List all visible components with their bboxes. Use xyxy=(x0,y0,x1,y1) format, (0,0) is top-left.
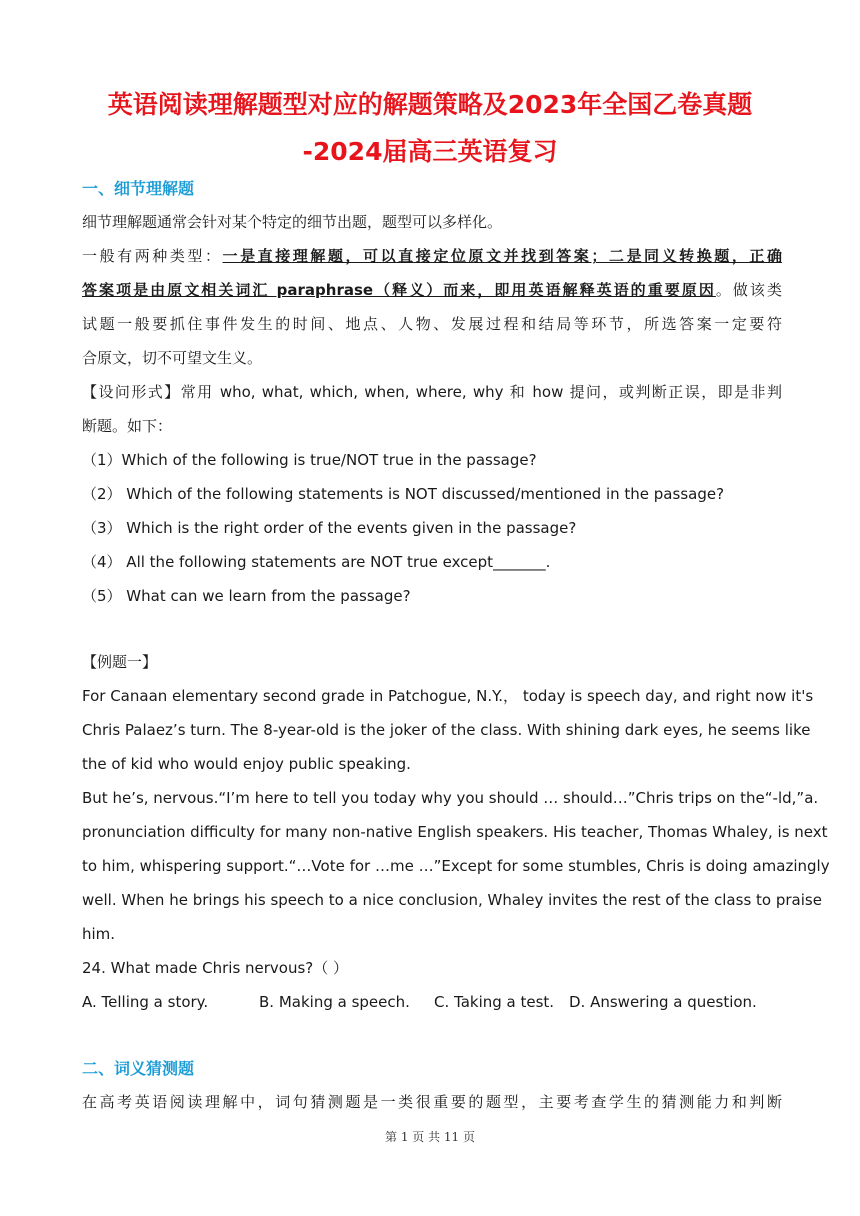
paragraph2-underlined-1: 一是直接理解题，可以直接定位原文并找到答案；二是同义转换题，正确 xyxy=(222,247,782,265)
option-d: D. Answering a question. xyxy=(569,993,757,1011)
option-b: B. Making a speech. xyxy=(259,993,410,1011)
question-forms-line2: 断题。如下： xyxy=(82,417,173,435)
example-text-line7: well. When he brings his speech to a nice conclusion, Whaley invites the rest of the class to praise xyxy=(82,891,822,909)
question-form-4: （4） All the following statements are NOT true except_______. xyxy=(82,553,551,571)
paragraph2-underlined-2: 答案项是由原文相关词汇 paraphrase（释义）而来，即用英语解释英语的重要原因 xyxy=(82,281,716,299)
page-footer: 第 1 页 共 11 页 xyxy=(385,1130,475,1144)
example-text-line2: Chris Palaez’s turn. The 8-year-old is the joker of the class. With shining dark eyes, he seems like xyxy=(82,721,811,739)
question-form-5: （5） What can we learn from the passage? xyxy=(82,587,411,605)
question-form-1: （1）Which of the following is true/NOT true in the passage? xyxy=(82,451,537,469)
document-title-line1: 英语阅读理解题型对应的解题策略及2023年全国乙卷真题 xyxy=(107,90,753,119)
example-text-line1: For Canaan elementary second grade in Patchogue, N.Y.， today is speech day, and right now it's xyxy=(82,687,814,705)
question-form-2: （2） Which of the following statements is NOT discussed/mentioned in the passage? xyxy=(82,485,725,503)
example-question: 24. What made Chris nervous?（ ） xyxy=(82,959,349,977)
question-form-3: （3） Which is the right order of the events given in the passage? xyxy=(82,519,577,537)
document-title-line2: -2024届高三英语复习 xyxy=(302,137,558,166)
section1-paragraph2-line3: 试题一般要抓住事件发生的时间、地点、人物、发展过程和结局等环节，所选答案一定要符 xyxy=(82,315,782,333)
section1-paragraph2-line2 xyxy=(82,280,782,300)
option-c: C. Taking a test. xyxy=(434,993,555,1011)
section1-paragraph2-line4: 合原文，切不可望文生义。 xyxy=(82,349,263,367)
example-text-line8: him. xyxy=(82,925,116,943)
section1-paragraph1: 细节理解题通常会针对某个特定的细节出题，题型可以多样化。 xyxy=(82,213,503,231)
section1-paragraph2-line1 xyxy=(82,246,782,266)
example-text-line5: pronunciation difficulty for many non-native English speakers. His teacher, Thomas Whaley, is next xyxy=(82,823,828,841)
paragraph2-prefix: 一般有两种类型： xyxy=(82,247,223,265)
section1-heading: 一、细节理解题 xyxy=(82,179,195,198)
section2-heading: 二、词义猜测题 xyxy=(82,1059,195,1078)
example-text-line4: But he’s, nervous.“I’m here to tell you today why you should … should…”Chris trips on the“-ld,”a. xyxy=(82,789,819,807)
question-forms-line1: 【设问形式】常用 who, what, which, when, where, why 和 how 提问，或判断正误，即是非判 xyxy=(82,383,782,401)
example-text-line3: the of kid who would enjoy public speaking. xyxy=(82,755,411,773)
paragraph2-rest: 。做该类 xyxy=(715,281,782,299)
option-a: A. Telling a story. xyxy=(82,993,209,1011)
section2-paragraph1: 在高考英语阅读理解中，词句猜测题是一类很重要的题型，主要考查学生的猜测能力和判断 xyxy=(82,1093,782,1111)
example-text-line6: to him, whispering support.“…Vote for …me …”Except for some stumbles, Chris is doing amazingly xyxy=(82,857,830,875)
example-label: 【例题一】 xyxy=(82,653,158,671)
